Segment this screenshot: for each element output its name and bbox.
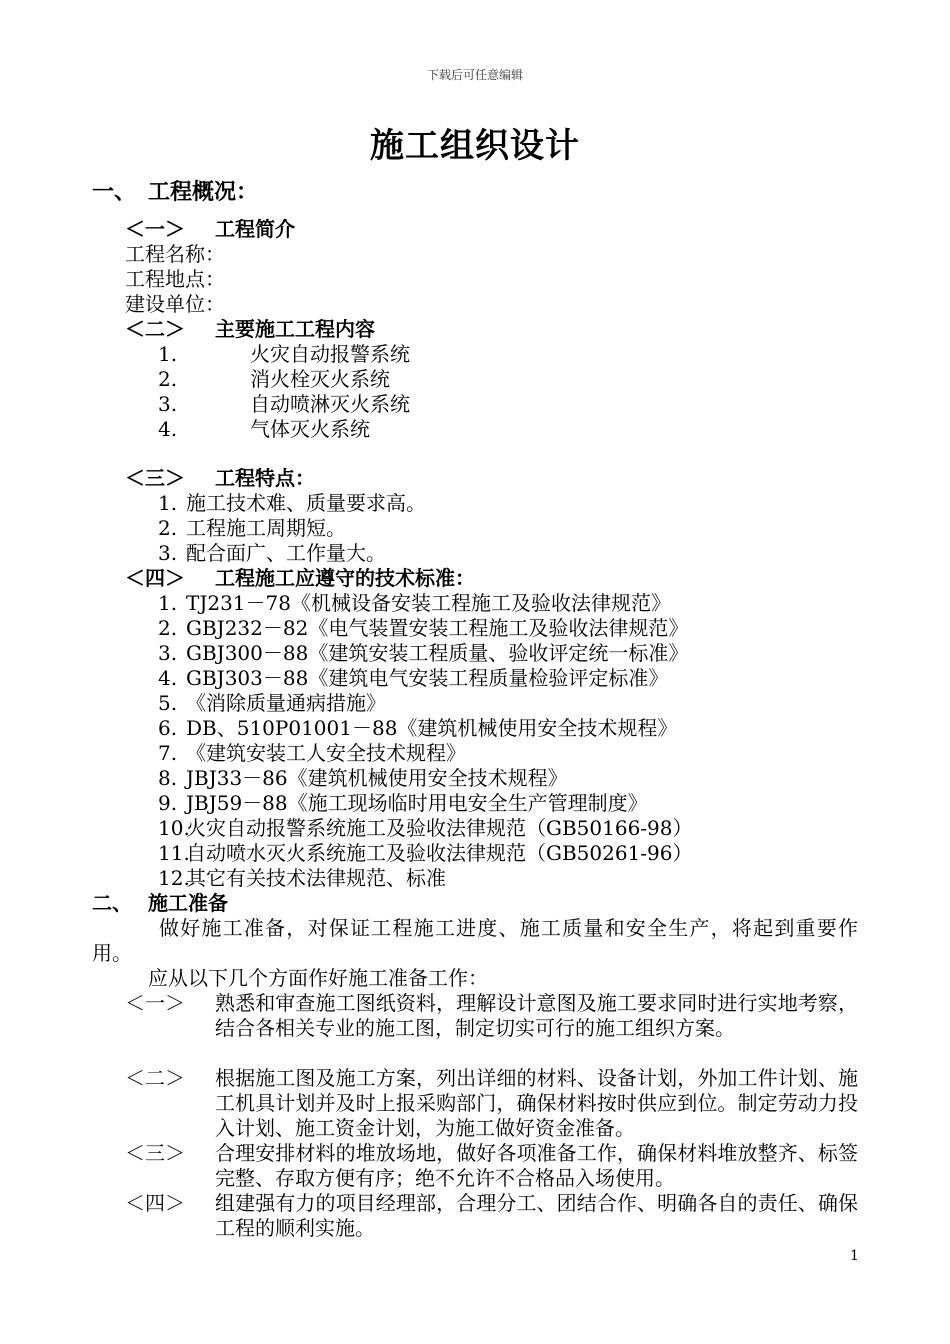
list-item-number: 4. — [158, 417, 178, 441]
list-item — [158, 491, 426, 516]
sub4-title: 工程施工应遵守的技术标准： — [215, 566, 475, 590]
list-item-number: 11. — [158, 841, 190, 865]
standard-item — [158, 866, 446, 891]
list-item-number: 4. — [158, 666, 178, 690]
list-item-text: 消火栓灭火系统 — [250, 367, 390, 391]
list-item-text: JBJ59－88《施工现场临时用电安全生产管理制度》 — [186, 791, 648, 815]
field-builder: 建设单位： — [125, 292, 225, 316]
sub2-tag: ＜二＞ — [125, 317, 185, 341]
list-item-text: JBJ33－86《建筑机械使用安全技术规程》 — [186, 766, 568, 790]
list-item-text: 配合面广、工作量大。 — [186, 541, 386, 565]
standard-item — [158, 641, 688, 666]
standard-item — [158, 691, 386, 716]
sub1-tag: ＜一＞ — [125, 217, 185, 241]
prep-item-text: 合理安排材料的堆放场地，做好各项准备工作，确保材料堆放整齐、标签完整、存取方便有序；绝不允许不合格品入场使用。 — [215, 1141, 858, 1190]
list-item-number: 9. — [158, 791, 178, 815]
list-item-number: 2. — [158, 616, 178, 640]
list-item-text: 火灾自动报警系统 — [250, 342, 410, 366]
field-project-location: 工程地点： — [125, 267, 225, 291]
list-item-text: TJ231－78《机械设备安装工程施工及验收法律规范》 — [186, 591, 671, 615]
list-item-number: 3. — [158, 392, 178, 416]
list-item-text: 自动喷水灭火系统施工及验收法律规范（GB50261-96） — [186, 841, 693, 865]
list-item-number: 1. — [158, 591, 178, 615]
list-item — [158, 342, 410, 367]
sub1-title: 工程简介 — [215, 217, 295, 241]
list-item-number: 3. — [158, 641, 178, 665]
sub3-tag: ＜三＞ — [125, 466, 185, 490]
sub3-title: 工程特点： — [215, 466, 315, 490]
prep-item-tag: ＜二＞ — [125, 1066, 185, 1090]
list-item-text: 《建筑安装工人安全技术规程》 — [186, 741, 466, 765]
prep-item-text: 根据施工图及施工方案，列出详细的材料、设备计划，外加工件计划、施工机具计划并及时上报采购部门，确保材料按时供应到位。制定劳动力投入计划、施工资金计划，为施工做好资金准备。 — [215, 1066, 858, 1140]
page-number: 1 — [850, 1248, 859, 1264]
standard-item — [158, 816, 693, 841]
standard-item — [158, 741, 466, 766]
section1-heading — [92, 180, 258, 205]
list-item — [158, 367, 390, 392]
standard-item — [158, 766, 568, 791]
standard-item — [158, 616, 688, 641]
section2-intro: 做好施工准备，对保证工程施工进度、施工质量和安全生产，将起到重要作用。 — [92, 916, 858, 965]
section1-title: 工程概况： — [148, 179, 259, 205]
standard-item — [158, 791, 648, 816]
list-item — [158, 392, 410, 417]
sub1-heading — [125, 217, 295, 242]
section1-number: 一、 — [92, 179, 137, 205]
list-item-text: 自动喷淋灭火系统 — [250, 392, 410, 416]
sub4-heading — [125, 566, 475, 591]
field-project-name: 工程名称： — [125, 242, 225, 266]
prep-item-tag: ＜四＞ — [125, 1191, 185, 1215]
list-item — [158, 417, 370, 442]
prep-item-text: 熟悉和审查施工图纸资料，理解设计意图及施工要求同时进行实地考察，结合各相关专业的施工图，制定切实可行的施工组织方案。 — [215, 991, 858, 1040]
list-item-text: 工程施工周期短。 — [186, 516, 346, 540]
list-item — [158, 516, 346, 541]
list-item-number: 3. — [158, 541, 178, 565]
section2-heading — [92, 891, 228, 916]
prep-item-tag: ＜一＞ — [125, 991, 185, 1015]
list-item-number: 7. — [158, 741, 178, 765]
section2-lead: 应从以下几个方面作好施工准备工作： — [148, 966, 488, 990]
section2-title: 施工准备 — [148, 891, 228, 915]
prep-item-tag: ＜三＞ — [125, 1141, 185, 1165]
list-item-number: 12. — [158, 866, 190, 890]
list-item-text: GBJ232－82《电气装置安装工程施工及验收法律规范》 — [186, 616, 689, 640]
standard-item — [158, 716, 677, 741]
list-item-text: 施工技术难、质量要求高。 — [186, 491, 426, 515]
list-item-text: 其它有关技术法律规范、标准 — [186, 866, 446, 890]
document-title: 施工组织设计 — [370, 126, 580, 166]
list-item-text: DB、510P01001－88《建筑机械使用安全技术规程》 — [186, 716, 678, 740]
list-item-number: 2. — [158, 516, 178, 540]
list-item-text: GBJ303－88《建筑电气安装工程质量检验评定标准》 — [186, 666, 669, 690]
list-item — [158, 541, 386, 566]
list-item-number: 6. — [158, 716, 178, 740]
list-item-number: 5. — [158, 691, 178, 715]
section2-number: 二、 — [92, 891, 132, 915]
sub3-heading — [125, 466, 315, 491]
list-item-text: 火灾自动报警系统施工及验收法律规范（GB50166-98） — [186, 816, 693, 840]
list-item-text: GBJ300－88《建筑安装工程质量、验收评定统一标准》 — [186, 641, 689, 665]
standard-item — [158, 841, 693, 866]
list-item-text: 《消除质量通病措施》 — [186, 691, 386, 715]
header-note: 下载后可任意编辑 — [426, 68, 523, 82]
list-item-number: 10. — [158, 816, 190, 840]
sub4-tag: ＜四＞ — [125, 566, 185, 590]
sub2-title: 主要施工工程内容 — [215, 317, 375, 341]
list-item-number: 8. — [158, 766, 178, 790]
standard-item — [158, 666, 668, 691]
sub2-heading — [125, 317, 375, 342]
list-item-text: 气体灭火系统 — [250, 417, 370, 441]
list-item-number: 2. — [158, 367, 178, 391]
prep-item-text: 组建强有力的项目经理部，合理分工、团结合作、明确各自的责任、确保工程的顺利实施。 — [215, 1191, 858, 1240]
standard-item — [158, 591, 671, 616]
list-item-number: 1. — [158, 491, 178, 515]
list-item-number: 1. — [158, 342, 178, 366]
